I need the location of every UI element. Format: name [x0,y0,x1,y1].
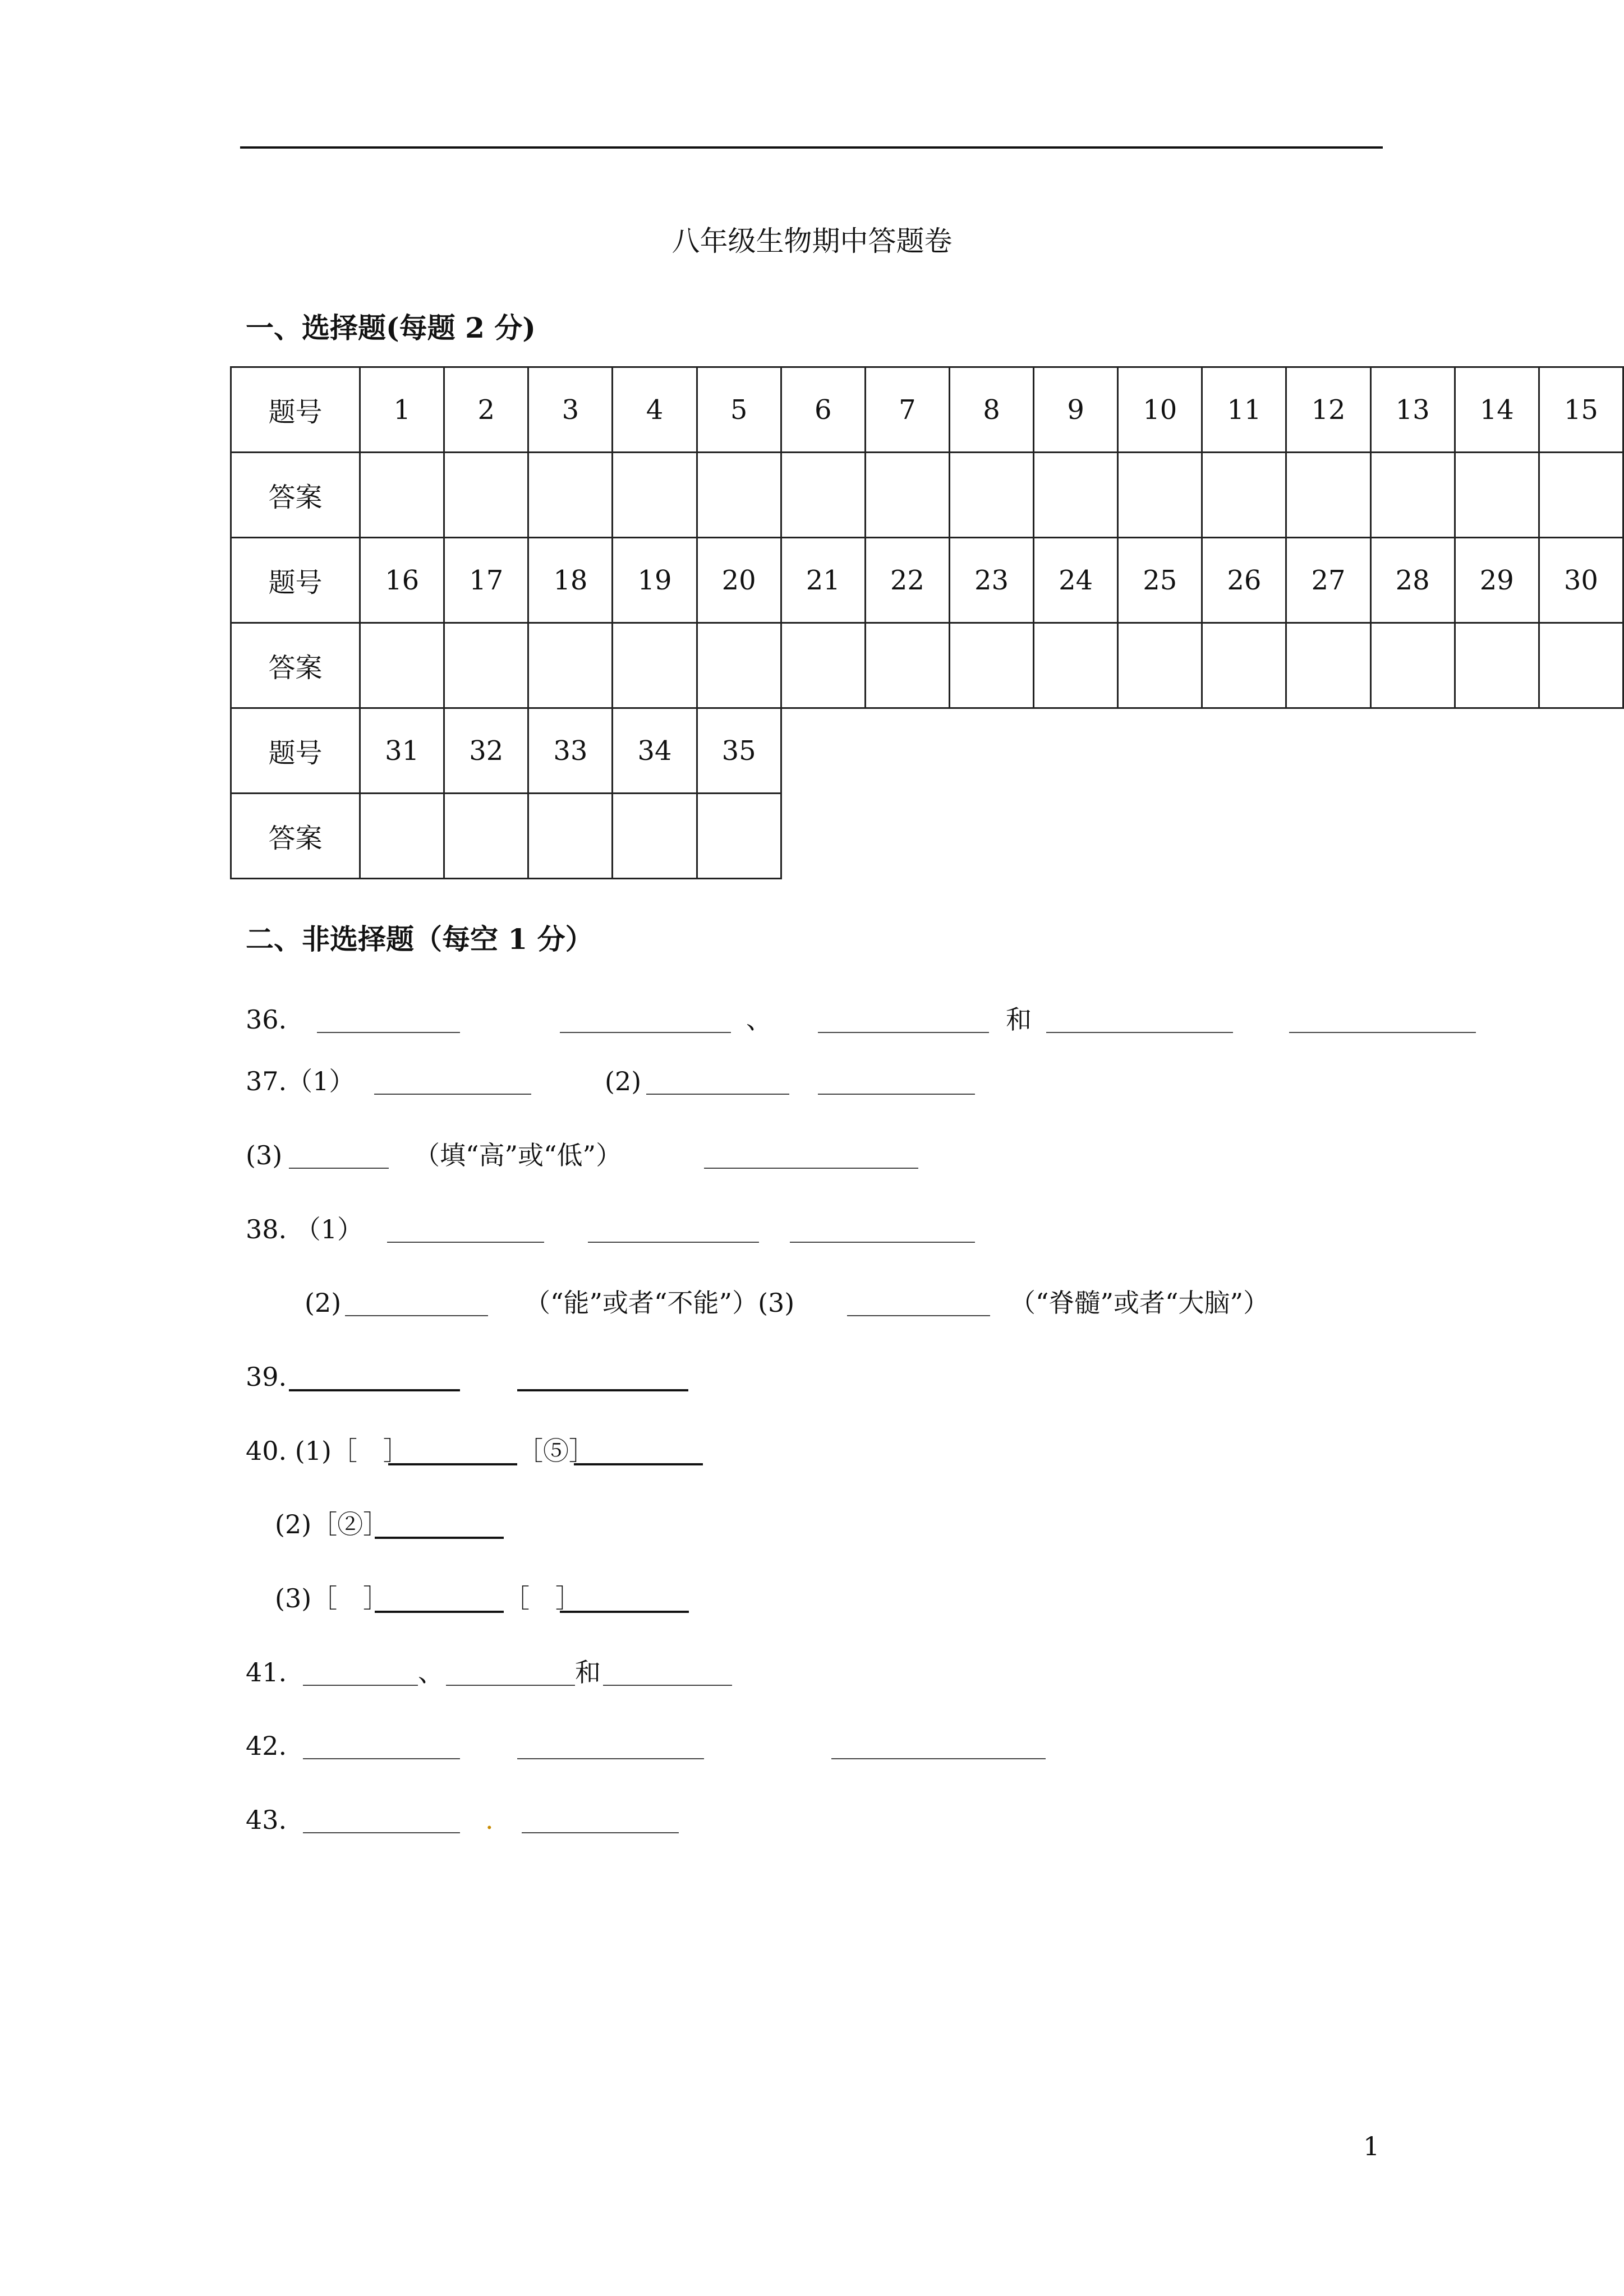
answer-blank[interactable] [831,1758,1046,1759]
empty-cell [1034,794,1118,879]
question-number-cell: 13 [1370,367,1455,453]
answer-blank[interactable] [560,1611,689,1613]
table-row [231,623,1623,708]
question-number-cell: 5 [697,367,781,453]
question-number-cell: 9 [1034,367,1118,453]
table-row [231,794,1623,879]
question-number-cell: 12 [1286,367,1370,453]
question-number-cell: 19 [613,538,697,623]
separator: 和 [1006,1004,1032,1035]
q37-note: （填“高”或“低”） [414,1140,622,1170]
answer-blank[interactable] [289,1168,389,1169]
answer-blank[interactable] [847,1315,990,1316]
question-number-cell: 10 [1118,367,1202,453]
answer-blank[interactable] [646,1094,789,1095]
answer-cell[interactable] [697,794,781,879]
question-number-cell: 24 [1034,538,1118,623]
q36-label: 36. [246,1004,287,1035]
table-row [231,453,1623,538]
answer-blank[interactable] [574,1463,703,1465]
empty-cell [1455,708,1539,794]
answer-blank[interactable] [345,1315,488,1316]
answer-blank[interactable] [303,1685,418,1686]
answer-cell[interactable] [865,623,949,708]
q40-part3-bracket: ［ ］ [504,1583,581,1613]
question-number-cell: 6 [781,367,865,453]
empty-cell [949,708,1033,794]
answer-blank[interactable] [387,1242,544,1243]
question-number-cell: 34 [613,708,697,794]
empty-cell [1118,794,1202,879]
answer-blank[interactable] [303,1758,460,1759]
answer-blank[interactable] [818,1094,975,1095]
empty-cell [781,708,865,794]
answer-cell[interactable] [444,623,528,708]
answer-cell[interactable] [1202,453,1286,538]
answer-blank[interactable] [446,1685,575,1686]
q43-label: 43. [246,1805,287,1835]
answer-blank[interactable] [388,1463,517,1465]
question-number-cell: 20 [697,538,781,623]
q37-part2: (2) [605,1066,642,1096]
empty-cell [1370,794,1455,879]
question-number-cell: 35 [697,708,781,794]
table-row [231,538,1623,623]
question-number-cell: 14 [1455,367,1539,453]
table-row [231,708,1623,794]
answer-blank[interactable] [522,1832,679,1833]
answer-cell[interactable] [1286,623,1370,708]
dot-mark: . [485,1805,494,1835]
question-number-cell: 7 [865,367,949,453]
empty-cell [1539,794,1623,879]
question-number-cell: 21 [781,538,865,623]
answer-cell[interactable] [1539,623,1623,708]
question-number-cell: 25 [1118,538,1202,623]
answer-cell[interactable] [781,623,865,708]
page-title: 八年级生物期中答题卷 [671,225,953,257]
answer-grid [230,366,1624,879]
question-number-cell: 15 [1539,367,1623,453]
question-number-cell: 22 [865,538,949,623]
empty-cell [949,794,1033,879]
question-number-cell: 32 [444,708,528,794]
answer-blank[interactable] [704,1168,918,1169]
answer-blank[interactable] [375,1537,504,1539]
answer-blank[interactable] [517,1758,704,1759]
question-number-cell: 27 [1286,538,1370,623]
q40-part2: (2)［②］ [275,1509,389,1539]
answer-blank[interactable] [818,1032,989,1033]
answer-cell[interactable] [1034,623,1118,708]
answer-cell[interactable] [613,453,697,538]
empty-cell [865,794,949,879]
empty-cell [1286,794,1370,879]
answer-blank[interactable] [374,1094,531,1095]
answer-cell[interactable] [1286,453,1370,538]
empty-cell [781,794,865,879]
answer-blank[interactable] [517,1389,688,1391]
answer-cell[interactable] [1455,623,1539,708]
number-label-cell: 题号 [231,367,360,453]
answer-cell[interactable] [1034,453,1118,538]
separator: 、 [746,1004,772,1035]
q37-part3: (3) [246,1140,283,1170]
separator: 、 [418,1657,444,1688]
answer-blank[interactable] [603,1685,732,1686]
answer-cell[interactable] [949,623,1033,708]
answer-cell[interactable] [444,794,528,879]
empty-cell [1455,794,1539,879]
answer-blank[interactable] [303,1832,460,1833]
answer-cell[interactable] [360,794,444,879]
q41-label: 41. [246,1657,287,1688]
number-label-cell: 题号 [231,538,360,623]
answer-cell[interactable] [360,453,444,538]
question-number-cell: 17 [444,538,528,623]
answer-cell[interactable] [781,453,865,538]
number-label-cell: 题号 [231,708,360,794]
answer-blank[interactable] [317,1032,460,1033]
question-number-cell: 31 [360,708,444,794]
empty-cell [865,708,949,794]
question-number-cell: 33 [528,708,613,794]
question-number-cell: 18 [528,538,613,623]
question-number-cell: 3 [528,367,613,453]
q38-label: 38. （1） [246,1214,364,1244]
answer-cell[interactable] [1455,453,1539,538]
question-number-cell: 23 [949,538,1033,623]
answer-cell[interactable] [865,453,949,538]
empty-cell [1118,708,1202,794]
answer-cell[interactable] [1118,623,1202,708]
answer-blank[interactable] [375,1611,504,1613]
question-number-cell: 11 [1202,367,1286,453]
answer-blank[interactable] [1046,1032,1233,1033]
q40-item5: ［⑤］ [517,1436,595,1466]
answer-cell[interactable] [528,623,613,708]
answer-blank[interactable] [588,1242,759,1243]
question-number-cell: 30 [1539,538,1623,623]
empty-cell [1202,708,1286,794]
q39-label: 39. [246,1362,287,1392]
question-number-cell: 26 [1202,538,1286,623]
q42-label: 42. [246,1731,287,1761]
question-number-cell: 28 [1370,538,1455,623]
section-heading-nonchoice: 二、非选择题（每空 1 分） [246,923,594,956]
empty-cell [1370,708,1455,794]
answer-cell[interactable] [528,794,613,879]
answer-blank[interactable] [1289,1032,1476,1033]
header-rule [240,146,1383,149]
question-number-cell: 1 [360,367,444,453]
answer-blank[interactable] [790,1242,975,1243]
answer-cell[interactable] [1118,453,1202,538]
answer-cell[interactable] [444,453,528,538]
question-number-cell: 8 [949,367,1033,453]
q38-note3: （“脊髓”或者“大脑”） [1010,1288,1269,1318]
answer-cell[interactable] [1539,453,1623,538]
answer-label-cell: 答案 [231,623,360,708]
answer-cell[interactable] [1370,453,1455,538]
answer-blank[interactable] [560,1032,731,1033]
answer-cell[interactable] [360,623,444,708]
answer-blank[interactable] [289,1389,460,1391]
question-number-cell: 29 [1455,538,1539,623]
answer-cell[interactable] [697,453,781,538]
q40-part3: (3)［ ］ [275,1583,389,1613]
separator: 和 [575,1657,601,1688]
answer-cell[interactable] [949,453,1033,538]
answer-cell[interactable] [613,623,697,708]
empty-cell [1202,794,1286,879]
answer-cell[interactable] [1202,623,1286,708]
answer-cell[interactable] [1370,623,1455,708]
table-row [231,367,1623,453]
answer-cell[interactable] [697,623,781,708]
q38-note2: （“能”或者“不能”）(3) [525,1288,795,1318]
answer-label-cell: 答案 [231,453,360,538]
q38-part2: (2) [305,1288,342,1318]
page-number: 1 [1363,2131,1380,2161]
answer-cell[interactable] [613,794,697,879]
empty-cell [1034,708,1118,794]
section-heading-choice: 一、选择题(每题 2 分) [246,311,536,344]
answer-label-cell: 答案 [231,794,360,879]
empty-cell [1539,708,1623,794]
q37-label: 37.（1） [246,1066,355,1096]
empty-cell [1286,708,1370,794]
question-number-cell: 16 [360,538,444,623]
answer-cell[interactable] [528,453,613,538]
question-number-cell: 2 [444,367,528,453]
question-number-cell: 4 [613,367,697,453]
q40-label: 40. (1)［ ］ [246,1436,409,1466]
